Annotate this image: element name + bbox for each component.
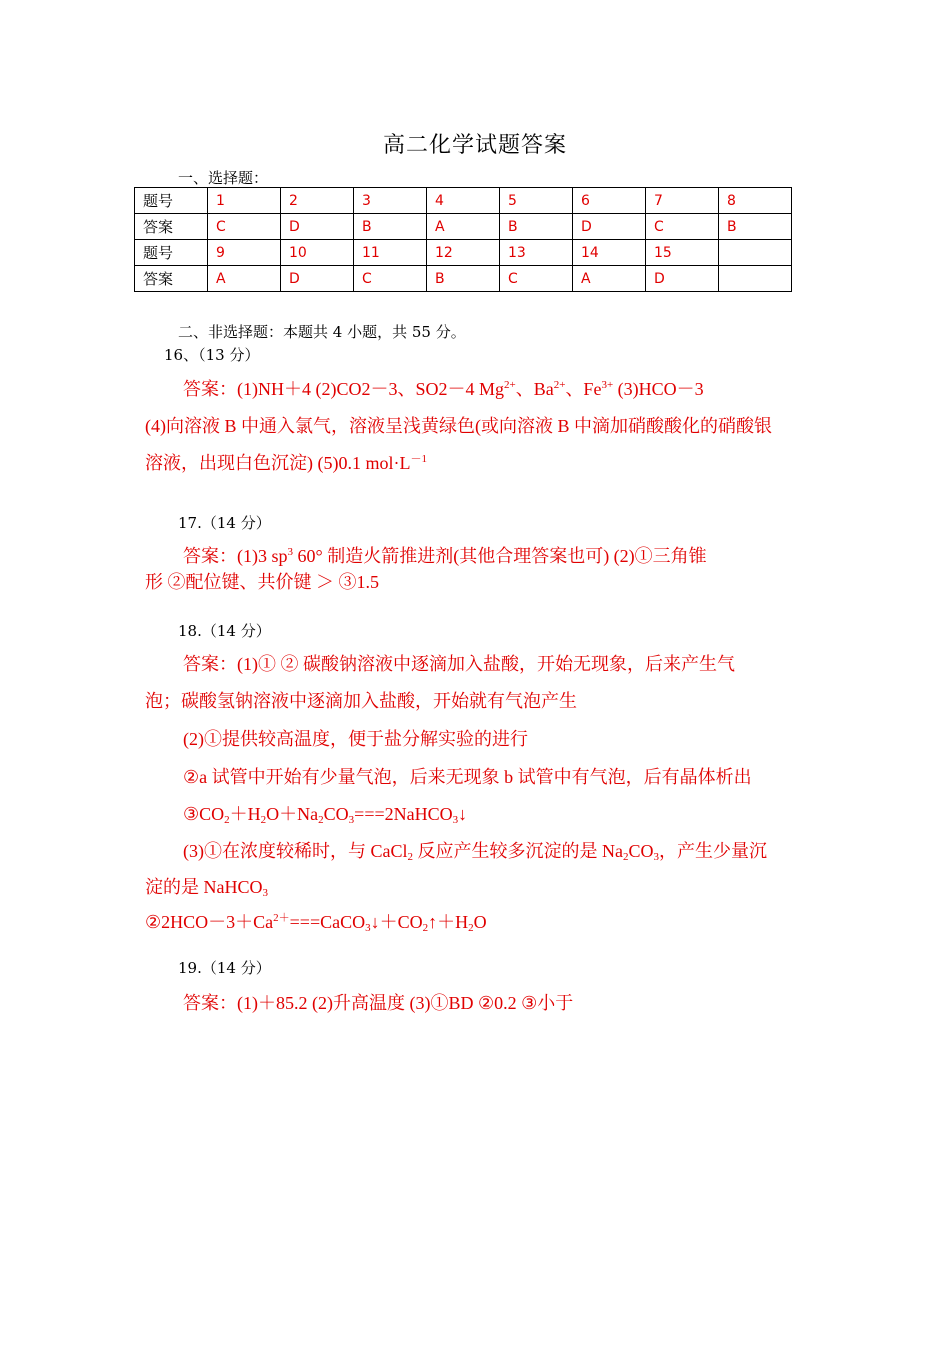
- subscript: 2: [468, 922, 474, 934]
- table-row: [135, 214, 792, 240]
- table-cell: 10: [281, 240, 354, 266]
- subscript: 3: [365, 922, 371, 934]
- answer-text: ===2NaHCO: [354, 804, 453, 824]
- table-cell: [719, 266, 792, 292]
- table-cell: D: [646, 266, 719, 292]
- table-cell: D: [573, 214, 646, 240]
- question-18-answer-line: (2)①提供较高温度，便于盐分解实验的进行: [183, 729, 528, 749]
- answer-text: 溶液，出现白色沉淀) (5)0.1 mol·L: [145, 453, 411, 473]
- answer-text: ===CaCO: [289, 912, 366, 932]
- table-cell: 9: [208, 240, 281, 266]
- table-cell: D: [281, 214, 354, 240]
- superscript: 3+: [601, 379, 614, 391]
- question-16-answer-line: [183, 375, 704, 401]
- subscript: 2: [318, 814, 324, 826]
- table-cell: B: [427, 266, 500, 292]
- table-row: [135, 266, 792, 292]
- answer-text: ，产生少量沉: [659, 841, 768, 861]
- question-18-answer-line: [145, 873, 268, 899]
- table-header-answer: 答案: [135, 214, 208, 240]
- answer-text: ②2HCO－3＋Ca: [145, 912, 274, 932]
- table-cell: 7: [646, 188, 719, 214]
- table-cell: 2: [281, 188, 354, 214]
- answer-text: CO: [323, 804, 349, 824]
- section-choice-heading: 一、选择题：: [178, 169, 269, 187]
- subscript: 2: [623, 851, 629, 863]
- answer-text: ↑＋H: [428, 912, 469, 932]
- question-18-equation: [183, 800, 467, 826]
- superscript: 2+: [504, 379, 516, 391]
- answer-text: (3)HCO－3: [613, 379, 704, 399]
- question-18-answer-line: 答案：(1)① ② 碳酸钠溶液中逐滴加入盐酸，开始无现象，后来产生气: [183, 654, 735, 674]
- subscript: 2: [422, 922, 429, 934]
- table-cell: A: [427, 214, 500, 240]
- table-cell: C: [646, 214, 719, 240]
- table-cell: A: [573, 266, 646, 292]
- answer-text: O＋Na: [266, 804, 319, 824]
- superscript: 2+: [553, 379, 566, 391]
- question-19-answer-line: 答案：(1)＋85.2 (2)升高温度 (3)①BD ②0.2 ③小于: [183, 993, 574, 1013]
- table-cell: B: [500, 214, 573, 240]
- table-cell: 1: [208, 188, 281, 214]
- table-cell: 4: [427, 188, 500, 214]
- answer-text: 、Ba: [515, 379, 554, 399]
- question-18-answer-line: [183, 837, 767, 863]
- subscript: 3: [653, 851, 660, 863]
- subscript: 3: [452, 814, 459, 826]
- section-nonchoice-heading: 二、非选择题：本题共 4 小题，共 55 分。: [178, 323, 466, 341]
- answer-text: 答案：(1)NH＋4 (2)CO2－3、SO2－4 Mg: [183, 379, 504, 399]
- question-17-answer-line: 形 ②配位键、共价键 ＞ ③1.5: [145, 572, 379, 592]
- answer-text: ＋H: [229, 804, 261, 824]
- question-18-equation: [145, 908, 487, 934]
- subscript: 2: [224, 814, 230, 826]
- table-cell: 6: [573, 188, 646, 214]
- question-17-heading: 17.（14 分）: [178, 514, 271, 532]
- table-cell: C: [208, 214, 281, 240]
- question-16-answer-line: [145, 449, 427, 475]
- subscript: 3: [262, 887, 268, 899]
- table-cell: 8: [719, 188, 792, 214]
- table-row: [135, 188, 792, 214]
- answer-text: O: [473, 912, 487, 932]
- question-18-answer-line: ②a 试管中开始有少量气泡，后来无现象 b 试管中有气泡，后有晶体析出: [183, 767, 752, 787]
- table-cell: 3: [354, 188, 427, 214]
- answer-text: (3)①在浓度较稀时，与 CaCl: [183, 841, 408, 861]
- answer-text: ↓: [458, 804, 468, 824]
- superscript: 2＋: [273, 912, 290, 924]
- table-header-answer: 答案: [135, 266, 208, 292]
- table-cell: 11: [354, 240, 427, 266]
- table-cell: 14: [573, 240, 646, 266]
- table-cell: 5: [500, 188, 573, 214]
- answer-text: CO: [628, 841, 654, 861]
- answer-table: [134, 187, 792, 292]
- answer-text: 反应产生较多沉淀的是 Na: [413, 841, 623, 861]
- answer-text: 60° 制造火箭推进剂(其他合理答案也可) (2)①三角锥: [293, 546, 707, 566]
- question-16-heading: 16、（13 分）: [164, 346, 260, 364]
- table-cell: B: [354, 214, 427, 240]
- subscript: 3: [348, 814, 355, 826]
- answer-text: ↓＋CO: [370, 912, 423, 932]
- answer-text: 答案：(1)3 sp: [183, 546, 288, 566]
- answer-text: 、Fe: [565, 379, 602, 399]
- table-header-question: 题号: [135, 188, 208, 214]
- table-cell: B: [719, 214, 792, 240]
- question-16-answer-line: (4)向溶液 B 中通入氯气，溶液呈浅黄绿色(或向溶液 B 中滴加硝酸酸化的硝酸银: [145, 416, 772, 436]
- table-cell: [719, 240, 792, 266]
- question-19-heading: 19.（14 分）: [178, 959, 271, 977]
- answer-text: 淀的是 NaHCO: [145, 877, 263, 897]
- table-cell: 12: [427, 240, 500, 266]
- table-cell: 13: [500, 240, 573, 266]
- question-18-answer-line: 泡；碳酸氢钠溶液中逐滴加入盐酸，开始就有气泡产生: [145, 691, 577, 711]
- subscript: 2: [407, 851, 413, 863]
- superscript: －1: [410, 453, 427, 465]
- table-cell: 15: [646, 240, 719, 266]
- table-cell: C: [354, 266, 427, 292]
- table-header-question: 题号: [135, 240, 208, 266]
- question-17-answer-line: [183, 542, 707, 568]
- question-18-heading: 18.（14 分）: [178, 622, 271, 640]
- table-cell: C: [500, 266, 573, 292]
- table-row: [135, 240, 792, 266]
- subscript: 2: [260, 814, 267, 826]
- table-cell: A: [208, 266, 281, 292]
- page-title: 高二化学试题答案: [382, 133, 567, 158]
- superscript: 3: [287, 546, 293, 558]
- answer-text: ③CO: [183, 804, 225, 824]
- table-cell: D: [281, 266, 354, 292]
